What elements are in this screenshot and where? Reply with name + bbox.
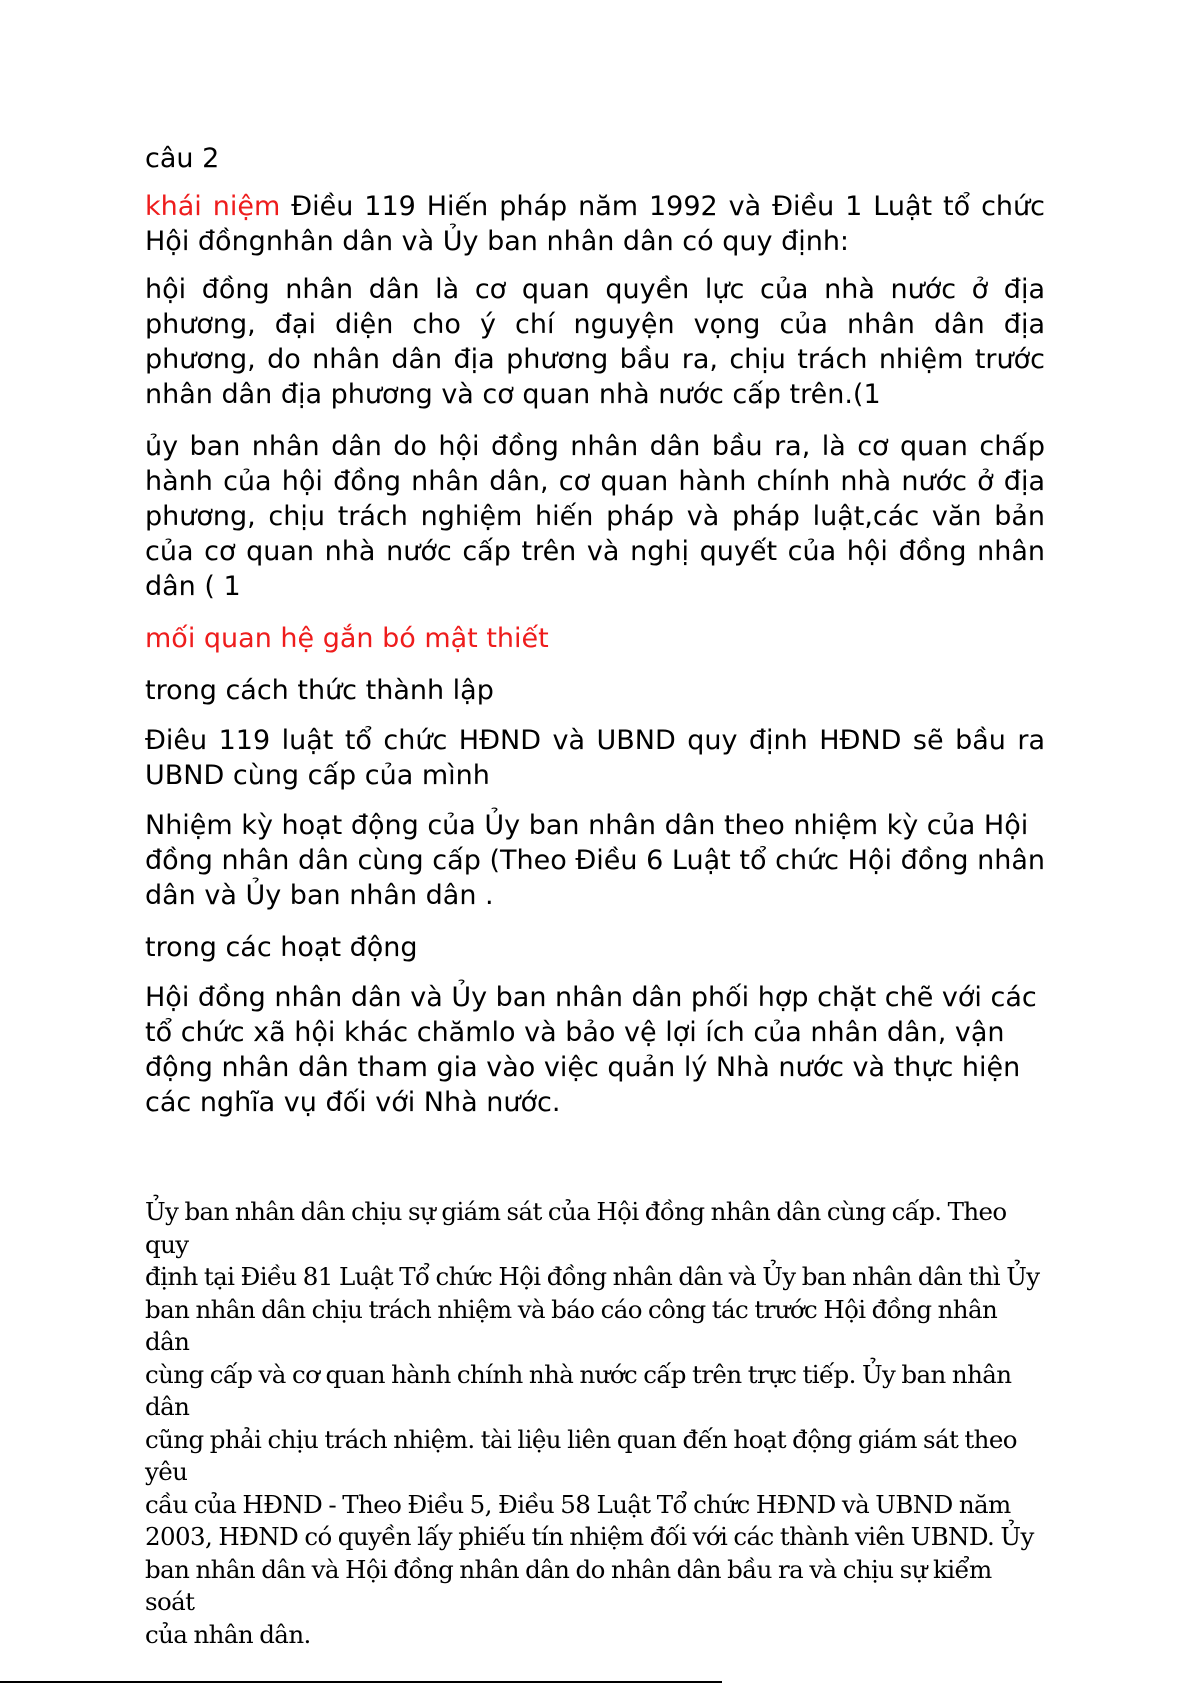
- formation-paragraph: Điêu 119 luật tổ chức HĐND và UBND quy định HĐND sẽ bầu ra UBND cùng cấp của mình: [145, 725, 1045, 791]
- supervision-line: Ủy ban nhân dân chịu sự giám sát của Hội đồng nhân dân cùng cấp. Theo quy: [145, 1197, 1007, 1259]
- hdnd-paragraph: hội đồng nhân dân là cơ quan quyền lực của nhà nước ở địa phương, đại diện cho ý chí nguyện vọng của nhân dân địa phương, do nhân dân địa phương bầu ra, chịu trách nhiệm trước nhân dân địa phương và cơ quan nhà nước cấp trên.(1: [145, 274, 1045, 410]
- supervision-paragraph: [145, 1196, 1045, 1651]
- supervision-line: định tại Điều 81 Luật Tổ chức Hội đồng nhân dân và Ủy ban nhân dân thì Ủy: [145, 1262, 1040, 1291]
- supervision-line: cũng phải chịu trách nhiệm. tài liệu liên quan đến hoạt động giám sát theo yêu: [145, 1424, 1017, 1486]
- supervision-line: 2003, HĐND có quyền lấy phiếu tín nhiệm đối với các thành viên UBND. Ủy: [145, 1522, 1034, 1551]
- activities-paragraph: Hội đồng nhân dân và Ủy ban nhân dân phối hợp chặt chẽ với các tổ chức xã hội khác chămlo và bảo vệ lợi ích của nhân dân, vận động nhân dân tham gia vào việc quản lý Nhà nước và thực hiện các nghĩa vụ đối với Nhà nước.: [145, 982, 1037, 1118]
- relation-heading: mối quan hệ gắn bó mật thiết: [145, 623, 549, 654]
- supervision-line: cùng cấp và cơ quan hành chính nhà nước cấp trên trực tiếp. Ủy ban nhân dân: [145, 1359, 1012, 1421]
- supervision-line: ban nhân dân chịu trách nhiệm và báo cáo công tác trước Hội đồng nhân dân: [145, 1294, 998, 1356]
- supervision-line: của nhân dân.: [145, 1619, 311, 1649]
- definition-label: khái niệm: [145, 191, 281, 222]
- question-heading: câu 2: [145, 143, 220, 174]
- activities-heading: trong các hoạt động: [145, 932, 418, 963]
- ubnd-paragraph: ủy ban nhân dân do hội đồng nhân dân bầu ra, là cơ quan chấp hành của hội đồng nhân dân, cơ quan hành chính nhà nước ở địa phương, chịu trách nghiệm hiến pháp và pháp luật,các văn bản của cơ quan nhà nước cấp trên và nghị quyết của hội đồng nhân dân ( 1: [145, 431, 1045, 602]
- definition-text: Điều 119 Hiến pháp năm 1992 và Điều 1 Luật tổ chức Hội đồngnhân dân và Ủy ban nhân dân có quy định:: [145, 191, 1045, 257]
- term-line-2: đồng nhân dân cùng cấp (Theo Điều 6 Luật tổ chức Hội đồng nhân dân và Ủy ban nhân dân .: [145, 845, 1045, 911]
- document-body: [145, 141, 1045, 1120]
- bottom-divider: [0, 1681, 722, 1683]
- supervision-line: ban nhân dân và Hội đồng nhân dân do nhân dân bầu ra và chịu sự kiểm soát: [145, 1554, 992, 1616]
- definition-paragraph: [145, 189, 1045, 259]
- formation-heading: trong cách thức thành lập: [145, 675, 494, 706]
- supervision-line: cầu của HĐND - Theo Điều 5, Điều 58 Luật Tổ chức HĐND và UBND năm: [145, 1489, 1011, 1519]
- term-line-1: Nhiệm kỳ hoạt động của Ủy ban nhân dân theo nhiệm kỳ của Hội: [145, 810, 1029, 841]
